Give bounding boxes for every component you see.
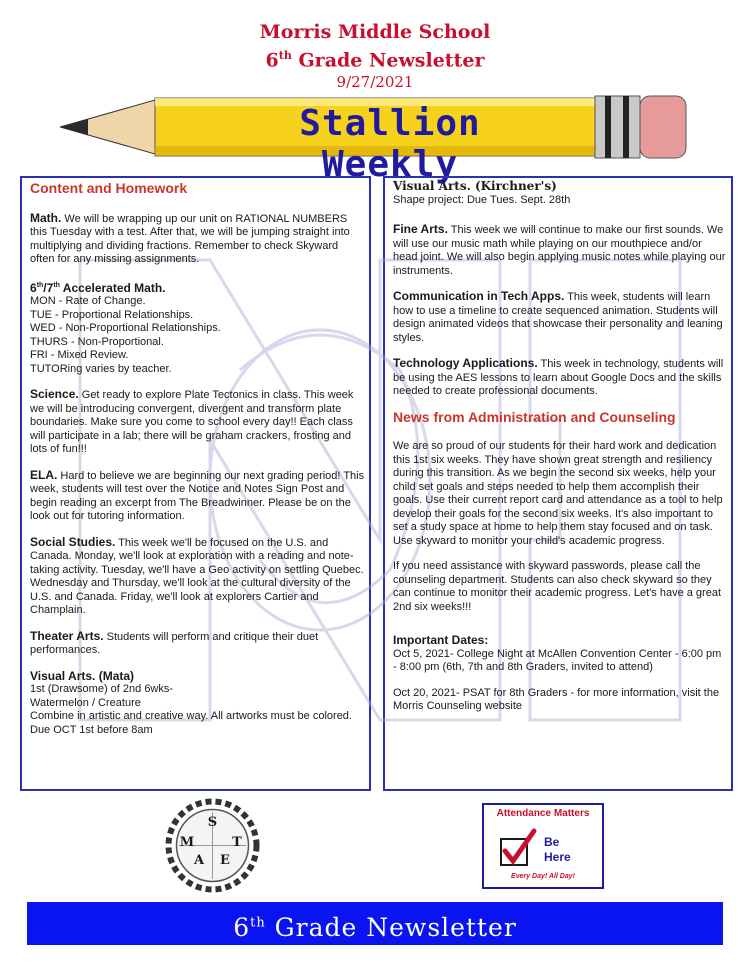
visual-arts-kirchner-block (393, 180, 728, 207)
attendance-slogan: Be Here (544, 835, 571, 864)
visual-arts-line: 1st (Drawsome) of 2nd 6wks- (30, 683, 174, 695)
social-studies-paragraph: Social Studies. This week we'll be focused on the U.S. and Canada. Monday, we'll look at exploration with a reading and note-taking activity. Tuesday, we'll have a Geo activity on settling Quebec. Wednesday and Thursday, we'll look at the cultural diversity of the U.S. and Canada. Friday, we'll look at explorers Cartier and Champlain. (30, 534, 364, 616)
steam-letter: A (193, 853, 205, 868)
math-paragraph: Math. We will be wrapping up our unit on RATIONAL NUMBERS this Tuesday with a test. After that, we will be jumping straight into multiplying and dividing fractions. Remember to check Skyward often for any missing assignments. (30, 210, 350, 265)
important-dates-heading: Important Dates: (393, 633, 489, 647)
accelerated-math-heading: 6th/7th Accelerated Math. (30, 280, 166, 295)
theater-arts-paragraph: Theater Arts. Students will perform and critique their duet performances. (30, 628, 319, 656)
visual-arts-line: Due OCT 1st before 8am (30, 723, 153, 736)
schedule-item: TUTORing varies by teacher. (30, 362, 172, 375)
attendance-title: Attendance Matters (496, 808, 590, 819)
left-column (30, 180, 365, 749)
important-dates-block (393, 634, 728, 714)
date-item: Oct 5, 2021- College Night at McAllen Convention Center - 6:00 pm - 8:00 pm (6th, 7th and 8th Graders, invited to attend) (393, 647, 722, 673)
content-homework-heading: Content and Homework (30, 180, 188, 196)
ela-paragraph: ELA. Hard to believe we are beginning our next grading period! This week, students will test over the Notice and Notes Sign Post and begin reading an excerpt from The Breadwinner. Please be on the look out for tutoring information. (30, 467, 365, 522)
checkbox-check-icon (498, 827, 538, 869)
fine-arts-paragraph: Fine Arts. This week we will continue to make our first sounds. We will use our music math while playing on our mouthpiece and/or head joint. We will also begin applying music notes while playing our instruments. (393, 222, 726, 277)
communication-tech-paragraph: Communication in Tech Apps. This week, students will learn how to use a timeline to create sequenced animation. Students will design animated videos that showcase their personality and leaning styles. (393, 289, 723, 344)
accelerated-math-block (30, 279, 365, 377)
newsletter-header (0, 20, 750, 92)
visual-arts-mata-block (30, 670, 365, 738)
steam-letter: S (207, 815, 218, 830)
news-paragraph-1: We are so proud of our students for their hard work and dedication this 1st six weeks. They have shown great strength and resiliency during this transition. As we begin the second six weeks, help your child set goals and steps needed to help them accomplish their goals. Use their current report card and attendance as a tool to help develop their goals for the second six weeks. It's also important to set a study space at home to help them stay focused and on task. Use skyward to monitor your child's academic progress. (393, 440, 723, 547)
news-paragraph-2: If you need assistance with skyward passwords, please call the counseling department. Students can also check skyward so they can continue to monitor their academic progress. Let's have a great 2nd six weeks!!! (393, 560, 722, 613)
attendance-footer: Every Day! All Day! (511, 873, 575, 880)
technology-applications-paragraph: Technology Applications. This week in technology, students will be using the AES lessons to learn about Google Docs and the skills needed to create professional documents. (393, 356, 724, 397)
visual-arts-kirchner-text: Shape project: Due Tues. Sept. 28th (393, 193, 571, 206)
issue-date: 9/27/2021 (336, 73, 414, 92)
school-name: Morris Middle School (259, 21, 491, 43)
visual-arts-line: Combine in artistic and creative way. All artworks must be colored. (30, 710, 352, 722)
steam-letter: E (220, 853, 230, 868)
schedule-item: THURS - Non-Proportional. (30, 335, 164, 348)
schedule-item: MON - Rate of Change. (30, 295, 146, 307)
footer-title: 6th Grade Newsletter (233, 913, 517, 943)
schedule-item: WED - Non-Proportional Relationships. (30, 322, 221, 334)
visual-arts-kirchner-heading: Visual Arts. (Kirchner's) (393, 179, 557, 193)
steam-logo (165, 798, 260, 893)
visual-arts-mata-heading: Visual Arts. (Mata) (30, 668, 135, 683)
schedule-item: FRI - Mixed Review. (30, 349, 129, 361)
date-item: Oct 20, 2021- PSAT for 8th Graders - for more information, visit the Morris Counseling website (393, 686, 720, 712)
banner-title: Stallion Weekly (299, 103, 481, 185)
footer-banner (27, 902, 723, 945)
attendance-matters-badge (482, 803, 604, 889)
steam-letter: M (179, 835, 195, 850)
science-paragraph: Science. Get ready to explore Plate Tectonics in class. This week we will be introducing convergent, divergent and transform plate boundaries. Make sure you come to school every day!! Each class will participate in a lab; there will be graham crackers, frosting and lots of fun!!! (30, 387, 354, 455)
steam-letter: T (232, 835, 242, 850)
visual-arts-line: Watermelon / Creature (30, 696, 141, 709)
schedule-item: TUE - Proportional Relationships. (30, 308, 194, 321)
news-heading: News from Administration and Counseling (393, 408, 676, 425)
newsletter-title: 6th Grade Newsletter (265, 49, 485, 72)
right-column (393, 180, 728, 726)
